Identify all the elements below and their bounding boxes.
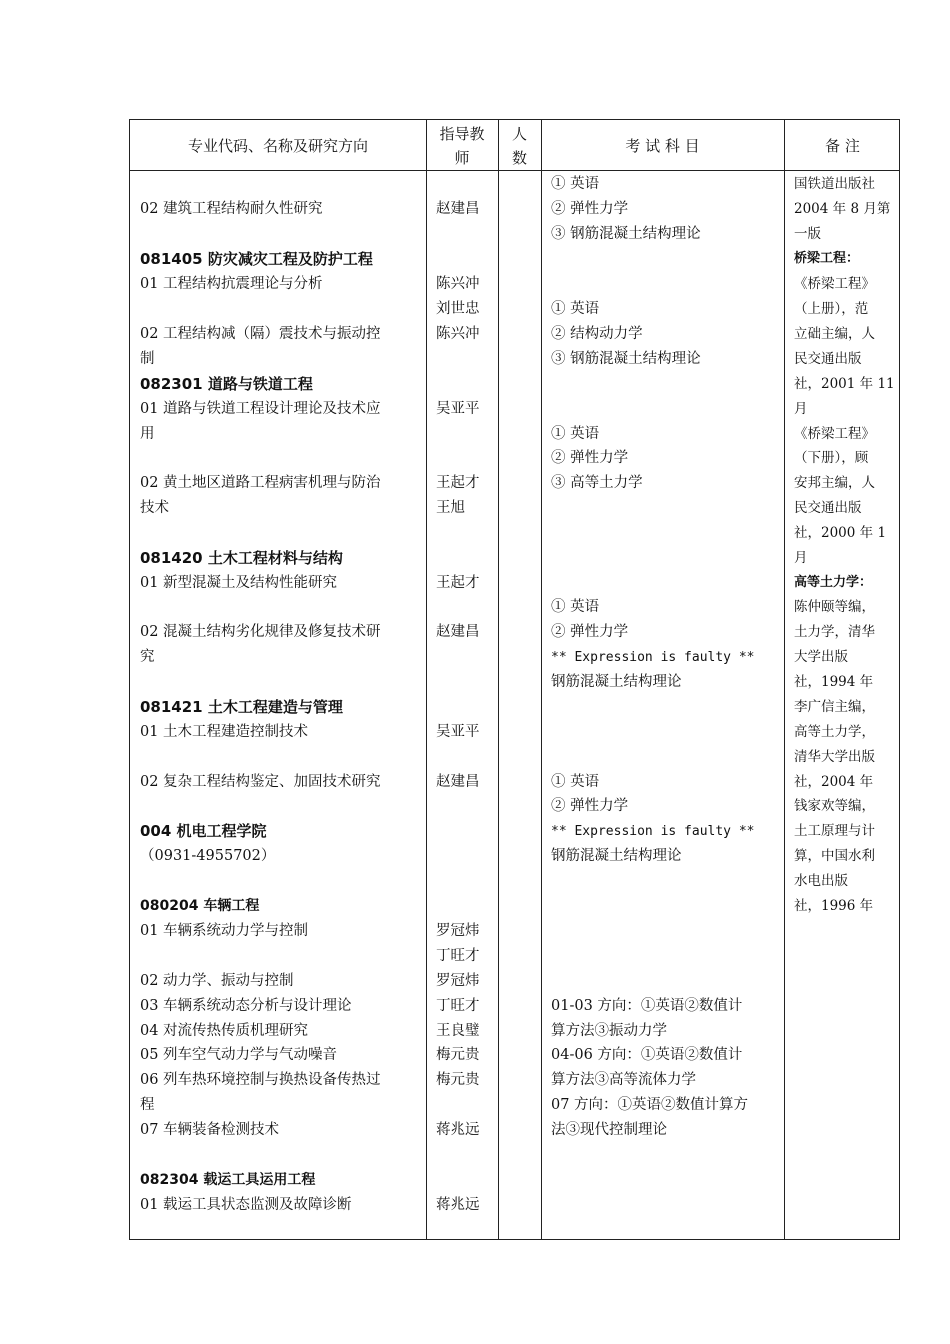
remark-line: （上册），范 bbox=[794, 301, 869, 317]
advisor-name: 丁旺才 bbox=[436, 948, 480, 964]
exam-subject: ② 弹性力学 bbox=[551, 450, 629, 466]
direction-item: 02 工程结构减（隔）震技术与振动控 bbox=[140, 326, 381, 342]
advisor-name: 丁旺才 bbox=[436, 998, 480, 1014]
remark-line: 社，1996 年 bbox=[794, 898, 874, 914]
exam-subject: ② 结构动力学 bbox=[551, 326, 643, 342]
direction-item: 究 bbox=[140, 649, 155, 665]
column-divider bbox=[426, 120, 427, 1239]
direction-item: 01 工程结构抗震理论与分析 bbox=[140, 276, 323, 292]
college-phone: （0931-4955702） bbox=[140, 848, 276, 864]
direction-item: 04 对流传热传质机理研究 bbox=[140, 1023, 309, 1039]
college-heading: 004 机电工程学院 bbox=[140, 822, 267, 840]
advisor-name: 吴亚平 bbox=[436, 401, 480, 417]
exam-subject: ③ 钢筋混凝土结构理论 bbox=[551, 351, 701, 367]
column-divider bbox=[541, 120, 542, 1239]
remark-line: 立础主编，人 bbox=[794, 326, 875, 342]
advisor-name: 赵建昌 bbox=[436, 201, 480, 217]
exam-subject: 04-06 方向：①英语②数值计 bbox=[551, 1047, 743, 1063]
direction-item: 制 bbox=[140, 351, 155, 367]
remark-line: 土工原理与计 bbox=[794, 823, 875, 839]
remark-line: 民交通出版 bbox=[794, 351, 862, 367]
remark-line: 安邦主编，人 bbox=[794, 475, 875, 491]
direction-item: 02 建筑工程结构耐久性研究 bbox=[140, 201, 323, 217]
remark-heading: 桥梁工程： bbox=[794, 251, 860, 266]
exam-subject: ② 弹性力学 bbox=[551, 201, 629, 217]
exam-subject: ② 弹性力学 bbox=[551, 798, 629, 814]
remark-line: 土力学，清华 bbox=[794, 624, 875, 640]
major-heading: 081420 土木工程材料与结构 bbox=[140, 549, 343, 567]
advisor-name: 赵建昌 bbox=[436, 774, 480, 790]
enrollment-table bbox=[129, 119, 900, 1240]
direction-item: 01 载运工具状态监测及故障诊断 bbox=[140, 1197, 352, 1213]
exam-subject: ③ 钢筋混凝土结构理论 bbox=[551, 226, 701, 242]
exam-subject: 钢筋混凝土结构理论 bbox=[551, 674, 682, 690]
header-advisor-1: 指导教 bbox=[439, 125, 485, 143]
direction-item: 01 土木工程建造控制技术 bbox=[140, 724, 309, 740]
exam-subject: ** Expression is faulty ** bbox=[551, 824, 755, 839]
advisor-name: 刘世忠 bbox=[436, 301, 480, 317]
advisor-name: 梅元贵 bbox=[436, 1047, 480, 1063]
advisor-name: 吴亚平 bbox=[436, 724, 480, 740]
advisor-name: 赵建昌 bbox=[436, 624, 480, 640]
remark-line: 社，2000 年 1 bbox=[794, 525, 887, 541]
exam-subject: 07 方向：①英语②数值计算方 bbox=[551, 1097, 749, 1113]
advisor-name: 陈兴冲 bbox=[436, 326, 480, 342]
advisor-name: 罗冠炜 bbox=[436, 973, 480, 989]
remark-line: 水电出版 bbox=[794, 873, 848, 889]
advisor-name: 陈兴冲 bbox=[436, 276, 480, 292]
remark-line: 民交通出版 bbox=[794, 500, 862, 516]
remark-line: 社，2001 年 11 bbox=[794, 376, 895, 392]
major-heading: 082304 载运工具运用工程 bbox=[140, 1172, 316, 1188]
advisor-name: 王良璧 bbox=[436, 1023, 480, 1039]
remark-line: 《桥梁工程》 bbox=[794, 426, 875, 442]
major-heading: 081405 防灾减灾工程及防护工程 bbox=[140, 250, 373, 268]
remark-line: （下册），顾 bbox=[794, 450, 869, 466]
direction-item: 01 道路与铁道工程设计理论及技术应 bbox=[140, 401, 381, 417]
direction-item: 程 bbox=[140, 1097, 155, 1113]
remark-line: 月 bbox=[794, 401, 808, 417]
direction-item: 01 新型混凝土及结构性能研究 bbox=[140, 575, 338, 591]
header-major: 专业代码、名称及研究方向 bbox=[187, 137, 368, 155]
remark-line: 一版 bbox=[794, 226, 821, 242]
exam-subject: ① 英语 bbox=[551, 774, 600, 790]
remark-line: 钱家欢等编， bbox=[794, 798, 875, 814]
exam-subject: ① 英语 bbox=[551, 599, 600, 615]
direction-item: 用 bbox=[140, 426, 155, 442]
advisor-name: 王起才 bbox=[436, 475, 480, 491]
header-divider bbox=[130, 170, 899, 171]
remark-line: 高等土力学， bbox=[794, 724, 875, 740]
direction-item: 02 动力学、振动与控制 bbox=[140, 973, 294, 989]
exam-subject: ** Expression is faulty ** bbox=[551, 650, 755, 665]
exam-subject: ② 弹性力学 bbox=[551, 624, 629, 640]
remark-line: 李广信主编， bbox=[794, 699, 875, 715]
remark-line: 月 bbox=[794, 550, 808, 566]
header-advisor-2: 师 bbox=[454, 149, 470, 167]
advisor-name: 蒋兆远 bbox=[436, 1122, 480, 1138]
direction-item: 技术 bbox=[140, 500, 169, 516]
direction-item: 05 列车空气动力学与气动噪音 bbox=[140, 1047, 338, 1063]
header-exam-subjects: 考 试 科 目 bbox=[625, 137, 700, 155]
exam-subject: ① 英语 bbox=[551, 301, 600, 317]
direction-item: 02 复杂工程结构鉴定、加固技术研究 bbox=[140, 774, 381, 790]
remark-line: 社，1994 年 bbox=[794, 674, 874, 690]
column-divider bbox=[784, 120, 785, 1239]
direction-item: 03 车辆系统动态分析与设计理论 bbox=[140, 998, 352, 1014]
advisor-name: 蒋兆远 bbox=[436, 1197, 480, 1213]
major-heading: 081421 土木工程建造与管理 bbox=[140, 698, 343, 716]
header-count-2: 数 bbox=[511, 149, 527, 167]
remark-line: 《桥梁工程》 bbox=[794, 276, 875, 292]
column-divider bbox=[498, 120, 499, 1239]
exam-subject: ① 英语 bbox=[551, 176, 600, 192]
remark-line: 清华大学出版 bbox=[794, 749, 875, 765]
exam-subject: 01-03 方向：①英语②数值计 bbox=[551, 998, 743, 1014]
remark-line: 社，2004 年 bbox=[794, 774, 874, 790]
exam-subject: ① 英语 bbox=[551, 426, 600, 442]
remark-line: 陈仲颐等编， bbox=[794, 599, 875, 615]
remark-line: 大学出版 bbox=[794, 649, 848, 665]
direction-item: 07 车辆装备检测技术 bbox=[140, 1122, 280, 1138]
remark-line: 国铁道出版社 bbox=[794, 176, 875, 192]
direction-item: 01 车辆系统动力学与控制 bbox=[140, 923, 309, 939]
direction-item: 02 混凝土结构劣化规律及修复技术研 bbox=[140, 624, 381, 640]
remark-line: 2004 年 8 月第 bbox=[794, 201, 891, 217]
major-heading: 080204 车辆工程 bbox=[140, 898, 260, 914]
header-remarks: 备 注 bbox=[825, 137, 860, 155]
direction-item: 02 黄土地区道路工程病害机理与防治 bbox=[140, 475, 381, 491]
exam-subject: ③ 高等土力学 bbox=[551, 475, 643, 491]
remark-line: 算，中国水利 bbox=[794, 848, 875, 864]
exam-subject: 算方法③高等流体力学 bbox=[551, 1072, 696, 1088]
major-heading: 082301 道路与铁道工程 bbox=[140, 375, 313, 393]
advisor-name: 王旭 bbox=[436, 500, 465, 516]
direction-item: 06 列车热环境控制与换热设备传热过 bbox=[140, 1072, 381, 1088]
exam-subject: 算方法③振动力学 bbox=[551, 1023, 667, 1039]
advisor-name: 王起才 bbox=[436, 575, 480, 591]
exam-subject: 钢筋混凝土结构理论 bbox=[551, 848, 682, 864]
remark-heading: 高等土力学： bbox=[794, 575, 873, 590]
advisor-name: 梅元贵 bbox=[436, 1072, 480, 1088]
exam-subject: 法③现代控制理论 bbox=[551, 1122, 667, 1138]
header-count-1: 人 bbox=[511, 125, 527, 143]
advisor-name: 罗冠炜 bbox=[436, 923, 480, 939]
